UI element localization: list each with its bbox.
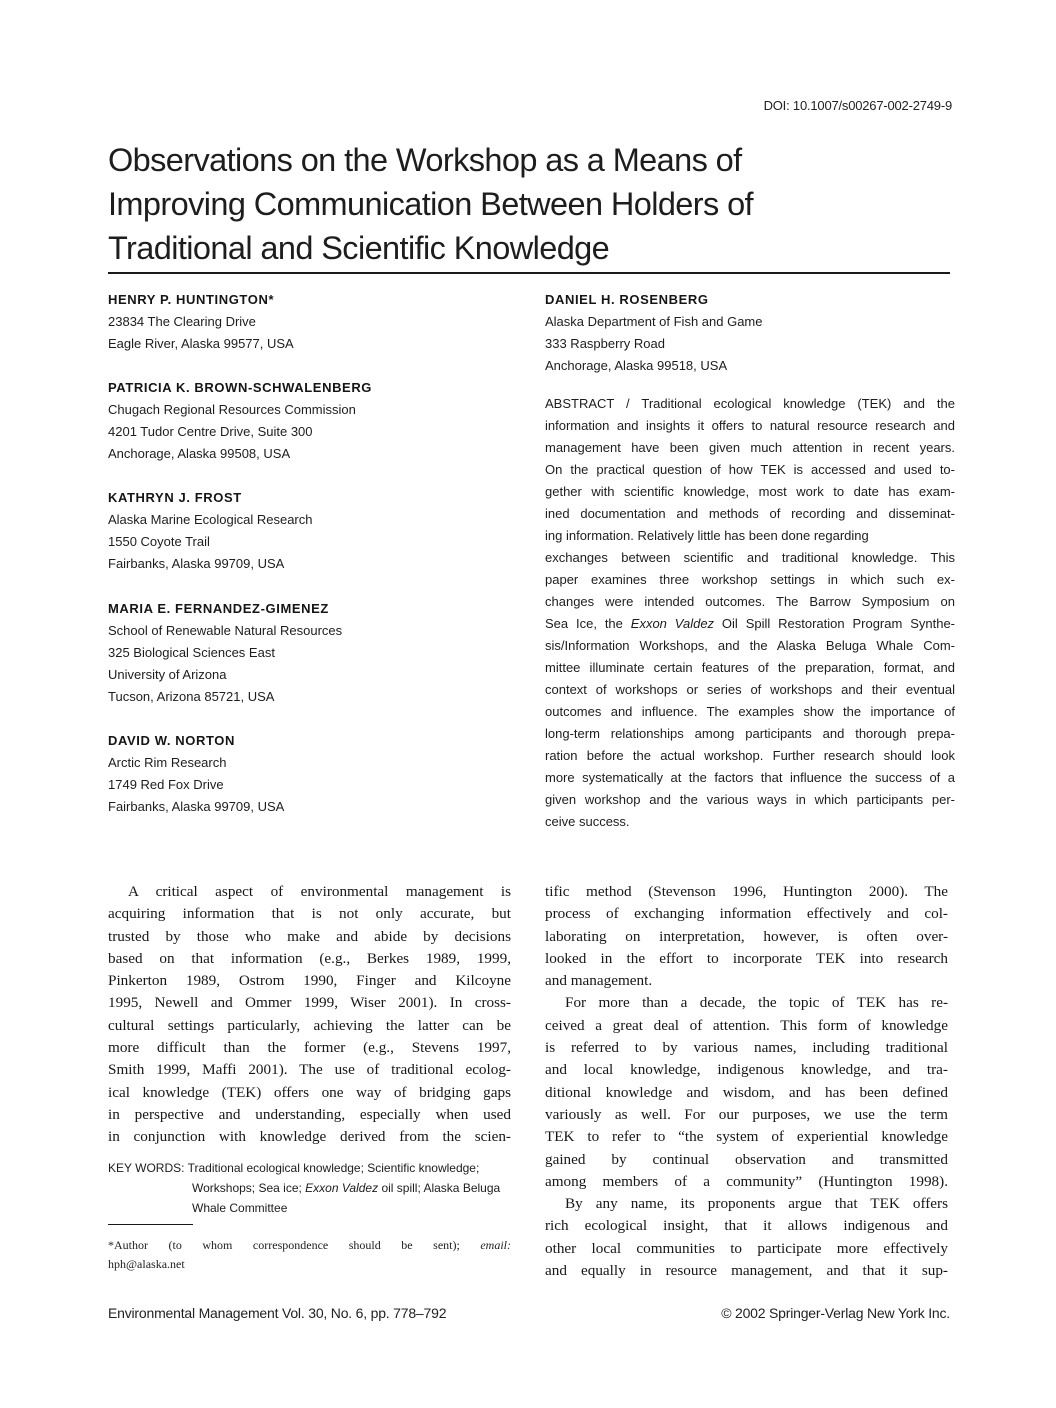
- body-line: is referred to by various names, including traditional: [545, 1039, 948, 1057]
- body-line: ditional knowledge and wisdom, and has been defined: [545, 1083, 948, 1101]
- body-line: ical knowledge (TEK) offers one way of bridging gaps: [108, 1083, 511, 1101]
- author-address-line: Anchorage, Alaska 99518, USA: [545, 358, 728, 373]
- author-block: [545, 289, 763, 377]
- abstract-line: changes were intended outcomes. The Barrow Symposium on: [545, 594, 955, 609]
- author-block: [108, 487, 312, 575]
- author-address-line: Anchorage, Alaska 99508, USA: [108, 446, 291, 461]
- body-line: acquiring information that is not only accurate, but: [108, 905, 511, 923]
- body-column-right: [545, 881, 948, 1282]
- body-line: and management.: [545, 972, 653, 990]
- author-address-line: 23834 The Clearing Drive: [108, 314, 256, 329]
- journal-citation: Environmental Management Vol. 30, No. 6, pp. 778–792: [108, 1305, 447, 1321]
- body-line: gained by continual observation and transmitted: [545, 1150, 948, 1168]
- body-line: By any name, its proponents argue that TEK offers: [565, 1195, 948, 1213]
- abstract-line: more systematically at the factors that influence the success of a: [545, 770, 955, 785]
- abstract-line: long-term relationships among participants and thorough prepa-: [545, 726, 955, 741]
- keywords-label: KEY WORDS:: [108, 1161, 185, 1175]
- keywords-italic-text: Exxon Valdez: [305, 1181, 379, 1195]
- footnote-text: *Author (to whom correspondence should be sent);: [108, 1238, 460, 1252]
- abstract-text: Sea Ice, the: [545, 616, 631, 631]
- keywords-text: oil spill; Alaska Beluga: [378, 1181, 501, 1195]
- abstract-line: [545, 613, 955, 635]
- abstract-line: management have been given much attention in recent years.: [545, 440, 955, 455]
- keywords-text: Traditional ecological knowledge; Scientific knowledge;: [187, 1161, 480, 1175]
- author-address-line: Alaska Department of Fish and Game: [545, 314, 763, 329]
- keywords-line: Whale Committee: [192, 1201, 288, 1215]
- author-email[interactable]: hph@alaska.net: [108, 1257, 185, 1271]
- footnote: [108, 1236, 511, 1274]
- author-address-line: Tucson, Arizona 85721, USA: [108, 689, 275, 704]
- body-column-left: [108, 881, 511, 1149]
- body-line: rich ecological insight, that it allows indigenous and: [545, 1217, 948, 1235]
- author-name: PATRICIA K. BROWN-SCHWALENBERG: [108, 380, 373, 395]
- author-address-line: 325 Biological Sciences East: [108, 645, 275, 660]
- body-line: trusted by those who make and abide by decisions: [108, 927, 511, 945]
- paper-title: [108, 138, 968, 270]
- author-address-line: Arctic Rim Research: [108, 755, 227, 770]
- abstract-text: Oil Spill Restoration Program Synthe-: [714, 616, 955, 631]
- abstract-line: information and insights it offers to natural resource research and: [545, 418, 955, 433]
- keywords: [108, 1158, 518, 1218]
- author-name: DANIEL H. ROSENBERG: [545, 292, 709, 307]
- abstract-italic-text: Exxon Valdez: [630, 616, 715, 631]
- abstract-line: gether with scientific knowledge, most work to date has exam-: [545, 484, 955, 499]
- footnote-email-label: email:: [480, 1238, 512, 1252]
- body-line: For more than a decade, the topic of TEK has re-: [565, 994, 948, 1012]
- author-name: HENRY P. HUNTINGTON*: [108, 292, 275, 307]
- author-name: MARIA E. FERNANDEZ-GIMENEZ: [108, 601, 329, 616]
- title-line: Improving Communication Between Holders of: [108, 186, 753, 222]
- author-block: [108, 730, 284, 818]
- body-line: TEK to refer to “the system of experiential knowledge: [545, 1128, 948, 1146]
- author-address-line: Fairbanks, Alaska 99709, USA: [108, 556, 285, 571]
- body-line: 1995, Newell and Ommer 1999, Wiser 2001). In cross-: [108, 994, 511, 1012]
- title-line: Traditional and Scientific Knowledge: [108, 230, 610, 266]
- body-line: cultural settings particularly, achieving the latter can be: [108, 1016, 511, 1034]
- title-line: Observations on the Workshop as a Means of: [108, 142, 742, 178]
- author-name: KATHRYN J. FROST: [108, 490, 242, 505]
- author-address-line: 1550 Coyote Trail: [108, 534, 210, 549]
- abstract-line: given workshop and the various ways in which participants per-: [545, 792, 955, 807]
- abstract-line: ing information. Relatively little has been done regarding: [545, 528, 869, 543]
- author-address-line: School of Renewable Natural Resources: [108, 623, 343, 638]
- body-line: process of exchanging information effectively and col-: [545, 905, 948, 923]
- author-address-line: Eagle River, Alaska 99577, USA: [108, 336, 294, 351]
- author-address-line: 333 Raspberry Road: [545, 336, 665, 351]
- abstract-line: exchanges between scientific and traditional knowledge. This: [545, 550, 955, 565]
- author-address-line: Chugach Regional Resources Commission: [108, 402, 356, 417]
- body-line: Pinkerton 1989, Ostrom 1990, Finger and Kilcoyne: [108, 972, 511, 990]
- footnote-line: [108, 1236, 511, 1255]
- keywords-line: [108, 1178, 518, 1198]
- abstract-line: outcomes and influence. The examples show the importance of: [545, 704, 955, 719]
- author-block: [108, 289, 294, 355]
- abstract-line: On the practical question of how TEK is accessed and used to-: [545, 462, 955, 477]
- abstract-line: paper examines three workshop settings in which such ex-: [545, 572, 955, 587]
- body-line: A critical aspect of environmental management is: [128, 883, 511, 900]
- doi-identifier: DOI: 10.1007/s00267-002-2749-9: [763, 98, 952, 113]
- copyright-notice: © 2002 Springer-Verlag New York Inc.: [721, 1305, 950, 1321]
- author-block: [108, 598, 342, 708]
- abstract-line: ABSTRACT / Traditional ecological knowledge (TEK) and the: [545, 396, 955, 411]
- body-line: and equally in resource management, and that it sup-: [545, 1262, 948, 1280]
- abstract-line: mittee illuminate certain features of the preparation, format, and: [545, 660, 955, 675]
- author-block: [108, 377, 372, 465]
- abstract-line: ceive success.: [545, 814, 630, 829]
- abstract: [545, 393, 955, 833]
- body-line: Smith 1999, Maffi 2001). The use of traditional ecolog-: [108, 1061, 511, 1079]
- body-line: looked in the effort to incorporate TEK into research: [545, 949, 948, 967]
- body-line: laborating on interpretation, however, is often over-: [545, 927, 948, 945]
- footnote-divider: [108, 1224, 193, 1225]
- keywords-text: Workshops; Sea ice;: [192, 1181, 306, 1195]
- abstract-line: sis/Information Workshops, and the Alaska Beluga Whale Com-: [545, 638, 955, 653]
- body-line: based on that information (e.g., Berkes 1989, 1999,: [108, 949, 511, 967]
- author-address-line: 1749 Red Fox Drive: [108, 777, 224, 792]
- body-line: among members of a community” (Huntington 1998).: [545, 1172, 948, 1190]
- author-name: DAVID W. NORTON: [108, 733, 235, 748]
- body-line: in perspective and understanding, especially when used: [108, 1105, 511, 1123]
- body-line: in conjunction with knowledge derived from the scien-: [108, 1128, 511, 1146]
- abstract-line: ined documentation and methods of recording and disseminat-: [545, 506, 955, 521]
- abstract-line: ration before the actual workshop. Further research should look: [545, 748, 955, 763]
- body-line: variously as well. For our purposes, we use the term: [545, 1105, 948, 1123]
- body-line: tific method (Stevenson 1996, Huntington 2000). The: [545, 883, 948, 900]
- body-line: other local communities to participate more effectively: [545, 1239, 948, 1257]
- body-line: and local knowledge, indigenous knowledge, and tra-: [545, 1061, 948, 1079]
- author-address-line: University of Arizona: [108, 667, 227, 682]
- author-address-line: Alaska Marine Ecological Research: [108, 512, 313, 527]
- author-address-line: Fairbanks, Alaska 99709, USA: [108, 799, 285, 814]
- abstract-line: context of workshops or series of workshops and their eventual: [545, 682, 955, 697]
- author-address-line: 4201 Tudor Centre Drive, Suite 300: [108, 424, 313, 439]
- body-line: ceived a great deal of attention. This form of knowledge: [545, 1016, 948, 1034]
- keywords-line: [108, 1158, 518, 1178]
- body-line: more difficult than the former (e.g., Stevens 1997,: [108, 1039, 511, 1057]
- title-divider: [108, 272, 950, 274]
